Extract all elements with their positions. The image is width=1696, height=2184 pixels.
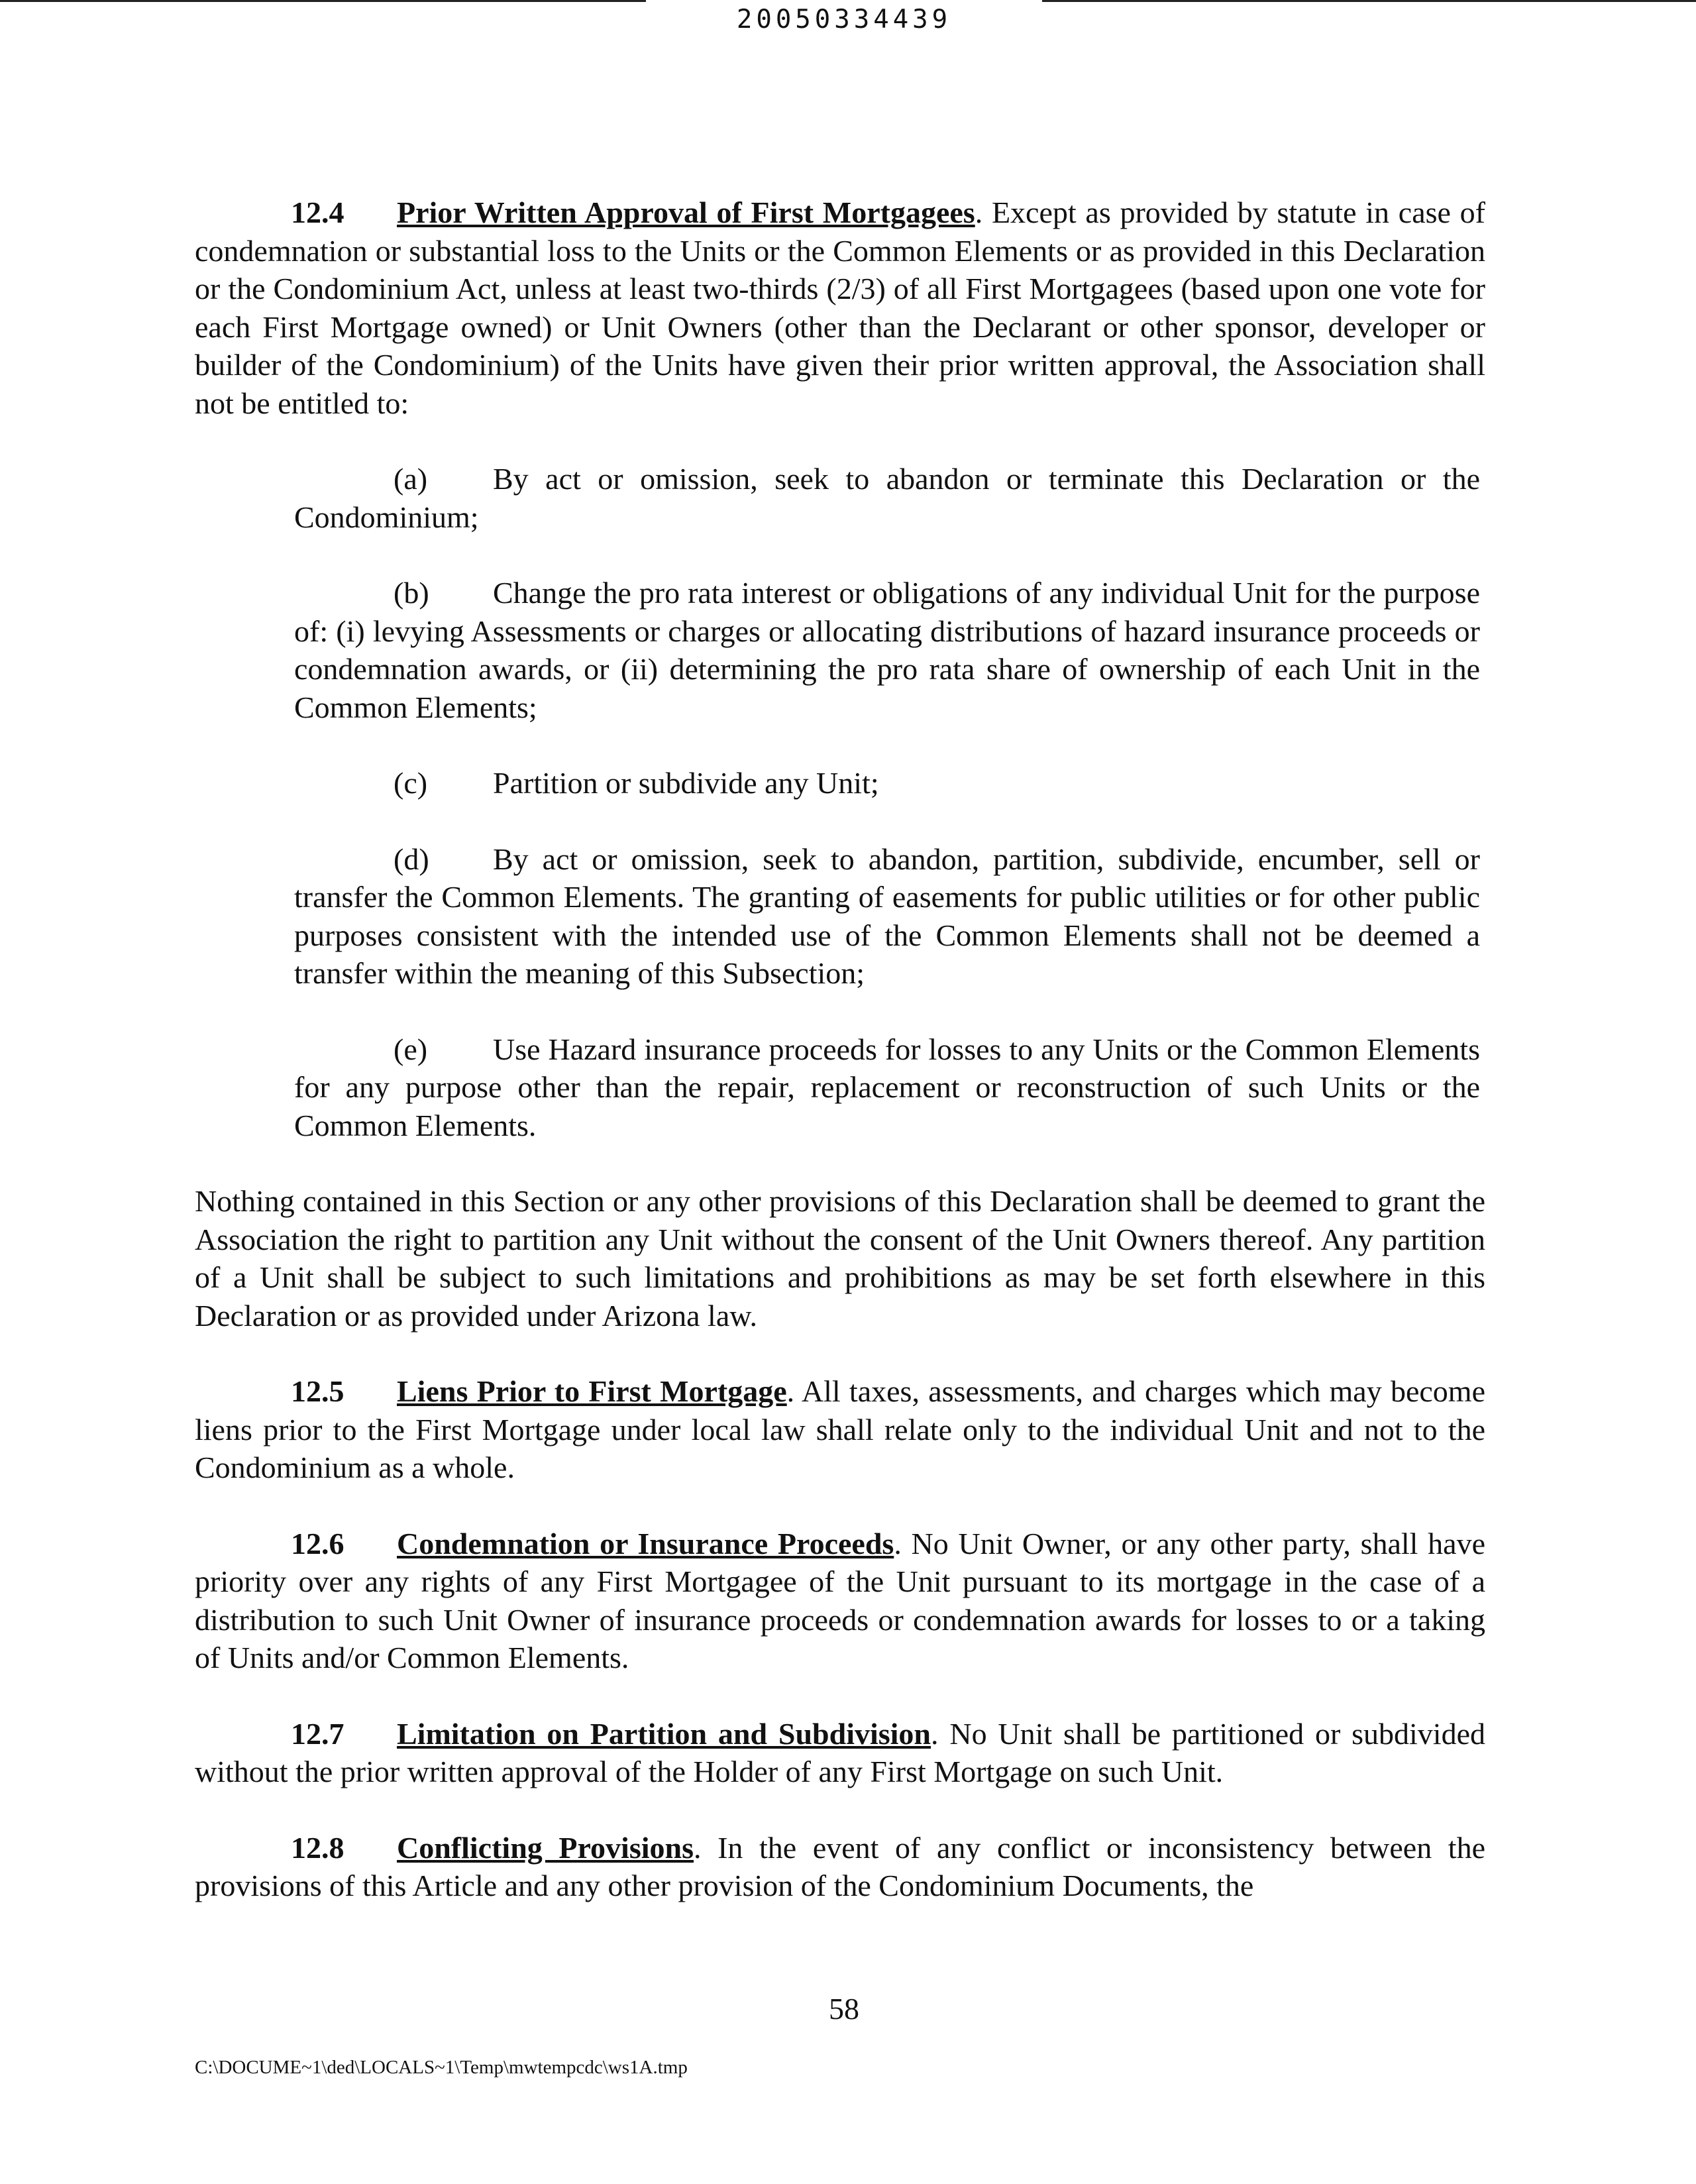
list-item-label: (d): [394, 842, 429, 876]
section-12-4: [195, 193, 1485, 422]
list-item-text: Use Hazard insurance proceeds for losses to any Units or the Common Elements for any purpose other than the repair, replacement or reconstruction of such Units or the Common Elements.: [294, 1032, 1480, 1142]
top-border-right: [1042, 0, 1696, 2]
section-title: Limitation on Partition and Subdivision: [397, 1716, 931, 1751]
section-12-4-closing: Nothing contained in this Section or any other provisions of this Declaration shall be deemed to grant the Association the right to partition any Unit without the consent of the Unit Owners thereof. Any partition of a Unit shall be subject to such limitations and prohibitions as may be set forth elsewhere in this Declaration or as provided under Arizona law.: [195, 1184, 1485, 1333]
list-item-text: Partition or subdivide any Unit;: [493, 766, 879, 800]
section-title: Conflicting Provisions: [397, 1830, 694, 1865]
section-body: . No Unit Owner, or any other party, shall have priority over any rights of any First Mortgagee of the Unit pursuant to its mortgage in the case of a distribution to such Unit Owner of insurance proceeds or condemnation awards for losses to or a taking of Units and/or Common Elements.: [195, 1526, 1485, 1674]
list-item-text: Change the pro rata interest or obligations of any individual Unit for the purpose of: (i) levying Assessments or charges or allocating distributions of hazard insurance proceeds or condemnation awards, or (ii) determining the pro rata share of ownership of each Unit in the Common Elements;: [294, 576, 1480, 724]
list-item-b: [294, 574, 1480, 726]
list-item-c: [294, 764, 1480, 802]
section-body: . No Unit shall be partitioned or subdivided without the prior written approval of the Holder of any First Mortgage on such Unit.: [195, 1716, 1485, 1788]
list-item-label: (a): [394, 462, 428, 496]
section-body: . In the event of any conflict or inconsistency between the provisions of this Article and any other provision of the Condominium Documents, the: [195, 1830, 1485, 1902]
section-number: 12.6: [291, 1526, 344, 1560]
section-12-5: [195, 1372, 1485, 1487]
list-item-label: (b): [394, 576, 429, 610]
section-12-7: [195, 1715, 1485, 1791]
section-title: Prior Written Approval of First Mortgagees: [397, 195, 975, 229]
page-number: 58: [829, 1992, 859, 2026]
section-body: . Except as provided by statute in case of condemnation or substantial loss to the Units or the Common Elements or as provided in this Declaration or the Condominium Act, unless at least two-thirds (2/3) of all First Mortgagees (based upon one vote for each First Mortgage owned) or Unit Owners (other than the Declarant or other sponsor, developer or builder of the Condominium) of the Units have given their prior written approval, the Association shall not be entitled to:: [195, 195, 1486, 420]
section-12-8: [195, 1829, 1485, 1905]
list-item-text: By act or omission, seek to abandon or terminate this Declaration or the Condominium;: [294, 462, 1480, 534]
document-number: 20050334439: [736, 5, 952, 34]
section-title: Condemnation or Insurance Proceeds: [397, 1526, 894, 1560]
list-item-text: By act or omission, seek to abandon, partition, subdivide, encumber, sell or transfer the Common Elements. The granting of easements for public utilities or for other public purposes consistent with the intended use of the Common Elements shall not be deemed a transfer within the meaning of this Subsection;: [294, 842, 1480, 990]
list-item-label: (c): [394, 766, 428, 800]
section-12-6: [195, 1525, 1485, 1677]
section-body: . All taxes, assessments, and charges which may become liens prior to the First Mortgage under local law shall relate only to the individual Unit and not to the Condominium as a whole.: [195, 1374, 1485, 1484]
section-number: 12.7: [291, 1716, 344, 1751]
section-number: 12.5: [291, 1374, 344, 1408]
section-number: 12.8: [291, 1830, 344, 1865]
list-item-d: [294, 840, 1480, 993]
file-path: C:\DOCUME~1\ded\LOCALS~1\Temp\mwtempcdc\ws1A.tmp: [195, 2057, 688, 2078]
document-body: [195, 193, 1485, 1905]
top-border-left: [0, 0, 646, 2]
list-item-a: [294, 460, 1480, 536]
list-item-label: (e): [394, 1032, 428, 1066]
section-number: 12.4: [291, 195, 344, 229]
list-item-e: [294, 1030, 1480, 1145]
section-title: Liens Prior to First Mortgage: [397, 1374, 787, 1408]
